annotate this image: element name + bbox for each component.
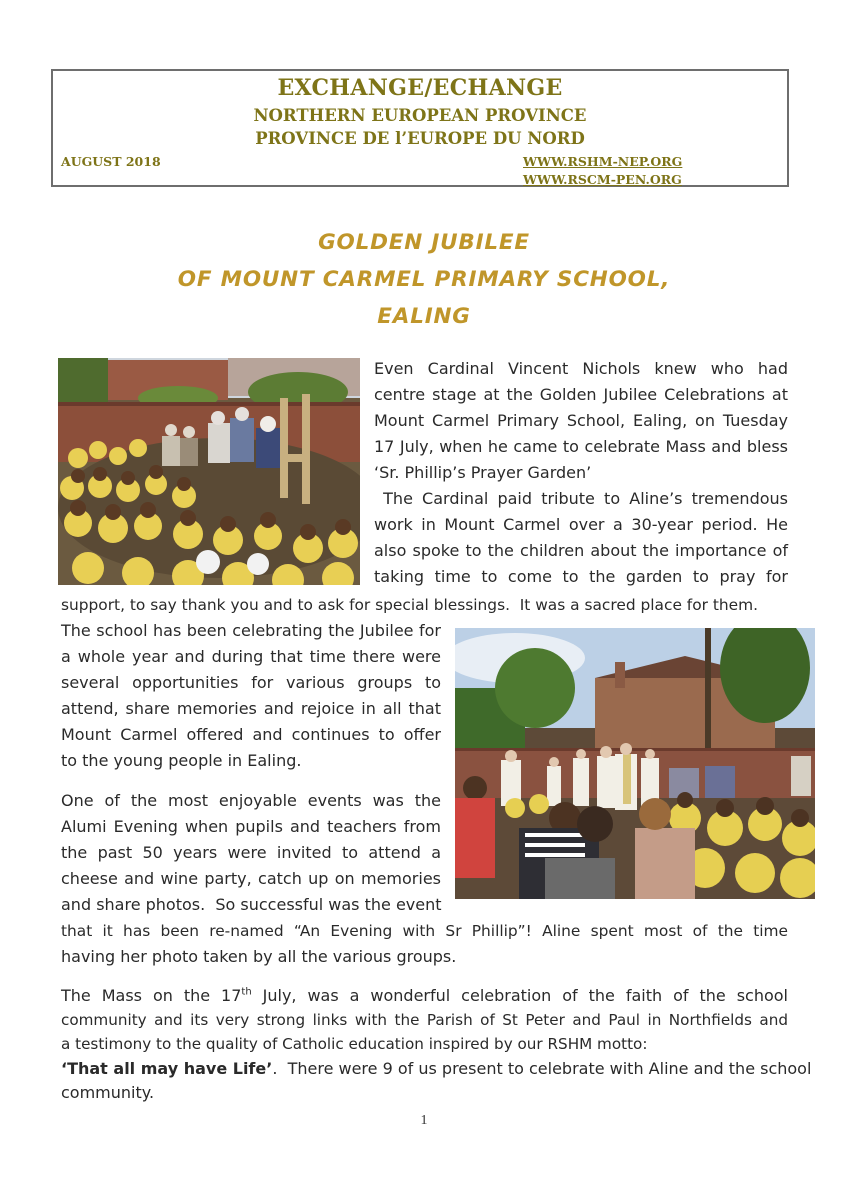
paragraph-line: also spoke to the children about the importance of bbox=[374, 541, 788, 560]
paragraph-line: The Cardinal paid tribute to Aline’s tremendous bbox=[374, 489, 788, 508]
issue-date: AUGUST 2018 bbox=[61, 154, 161, 169]
paragraph-line: having her photo taken by all the various groups. bbox=[61, 947, 457, 966]
website-link-fr[interactable]: WWW.RSCM-PEN.ORG bbox=[523, 172, 682, 187]
paragraph-line bbox=[61, 983, 788, 1009]
prayer-garden-photo bbox=[58, 358, 360, 585]
paragraph-line: cheese and wine party, catch up on memories bbox=[61, 869, 441, 888]
paragraph-line: work in Mount Carmel over a 30-year period. He bbox=[374, 515, 788, 534]
paragraph-line: several opportunities for various groups to bbox=[61, 673, 441, 692]
mass-description-text: July, was a wonderful celebration of the faith of the school bbox=[251, 986, 788, 1005]
province-name-fr: PROVINCE DE l’EUROPE DU NORD bbox=[255, 129, 585, 148]
rshm-motto: ‘That all may have Life’ bbox=[61, 1059, 273, 1078]
article-title-line: EALING bbox=[377, 304, 471, 329]
newsletter-header bbox=[51, 69, 789, 187]
paragraph-line: 17 July, when he came to celebrate Mass and bless bbox=[374, 437, 788, 456]
paragraph-line bbox=[61, 1056, 812, 1082]
mass-date-text: The Mass on the 17 bbox=[61, 986, 242, 1005]
attendance-text: . There were 9 of us present to celebrate with Aline and the school bbox=[272, 1059, 812, 1078]
paragraph-line: a testimony to the quality of Catholic education inspired by our RSHM motto: bbox=[61, 1035, 648, 1053]
newsletter-title: EXCHANGE/ECHANGE bbox=[277, 75, 563, 101]
province-name-en: NORTHERN EUROPEAN PROVINCE bbox=[253, 106, 587, 125]
paragraph-line: centre stage at the Golden Jubilee Celebrations at bbox=[374, 385, 788, 404]
paragraph-line: support, to say thank you and to ask for special blessings. It was a sacred place for them. bbox=[61, 596, 759, 614]
paragraph-line: and share photos. So successful was the event bbox=[61, 895, 442, 914]
paragraph-line: The school has been celebrating the Jubilee for bbox=[61, 621, 441, 640]
paragraph-line: that it has been re-named “An Evening with Sr Phillip”! Aline spent most of the time bbox=[61, 922, 788, 940]
paragraph-line: community and its very strong links with the Parish of St Peter and Paul in Northfields and bbox=[61, 1011, 788, 1029]
paragraph-line: taking time to come to the garden to pray for bbox=[374, 567, 788, 586]
outdoor-mass-photo bbox=[455, 628, 815, 899]
article-title-line: GOLDEN JUBILEE bbox=[318, 230, 530, 255]
paragraph-line: Alumi Evening when pupils and teachers from bbox=[61, 817, 441, 836]
paragraph-line: Mount Carmel offered and continues to offer bbox=[61, 725, 441, 744]
article-title-line: OF MOUNT CARMEL PRIMARY SCHOOL, bbox=[177, 267, 671, 292]
website-link-en[interactable]: WWW.RSHM-NEP.ORG bbox=[523, 154, 683, 169]
paragraph-line: attend, share memories and rejoice in all that bbox=[61, 699, 441, 718]
paragraph-line: One of the most enjoyable events was the bbox=[61, 791, 441, 810]
paragraph-line: the past 50 years were invited to attend a bbox=[61, 843, 441, 862]
page-number: 1 bbox=[420, 1113, 428, 1128]
paragraph-line: community. bbox=[61, 1083, 155, 1102]
paragraph-line: ‘Sr. Phillip’s Prayer Garden’ bbox=[374, 463, 592, 482]
paragraph-line: a whole year and during that time there were bbox=[61, 647, 441, 666]
paragraph-line: Mount Carmel Primary School, Ealing, on Tuesday bbox=[374, 411, 788, 430]
paragraph-line: to the young people in Ealing. bbox=[61, 751, 302, 770]
paragraph-line: Even Cardinal Vincent Nichols knew who had bbox=[374, 359, 788, 378]
ordinal-suffix: th bbox=[241, 986, 252, 998]
